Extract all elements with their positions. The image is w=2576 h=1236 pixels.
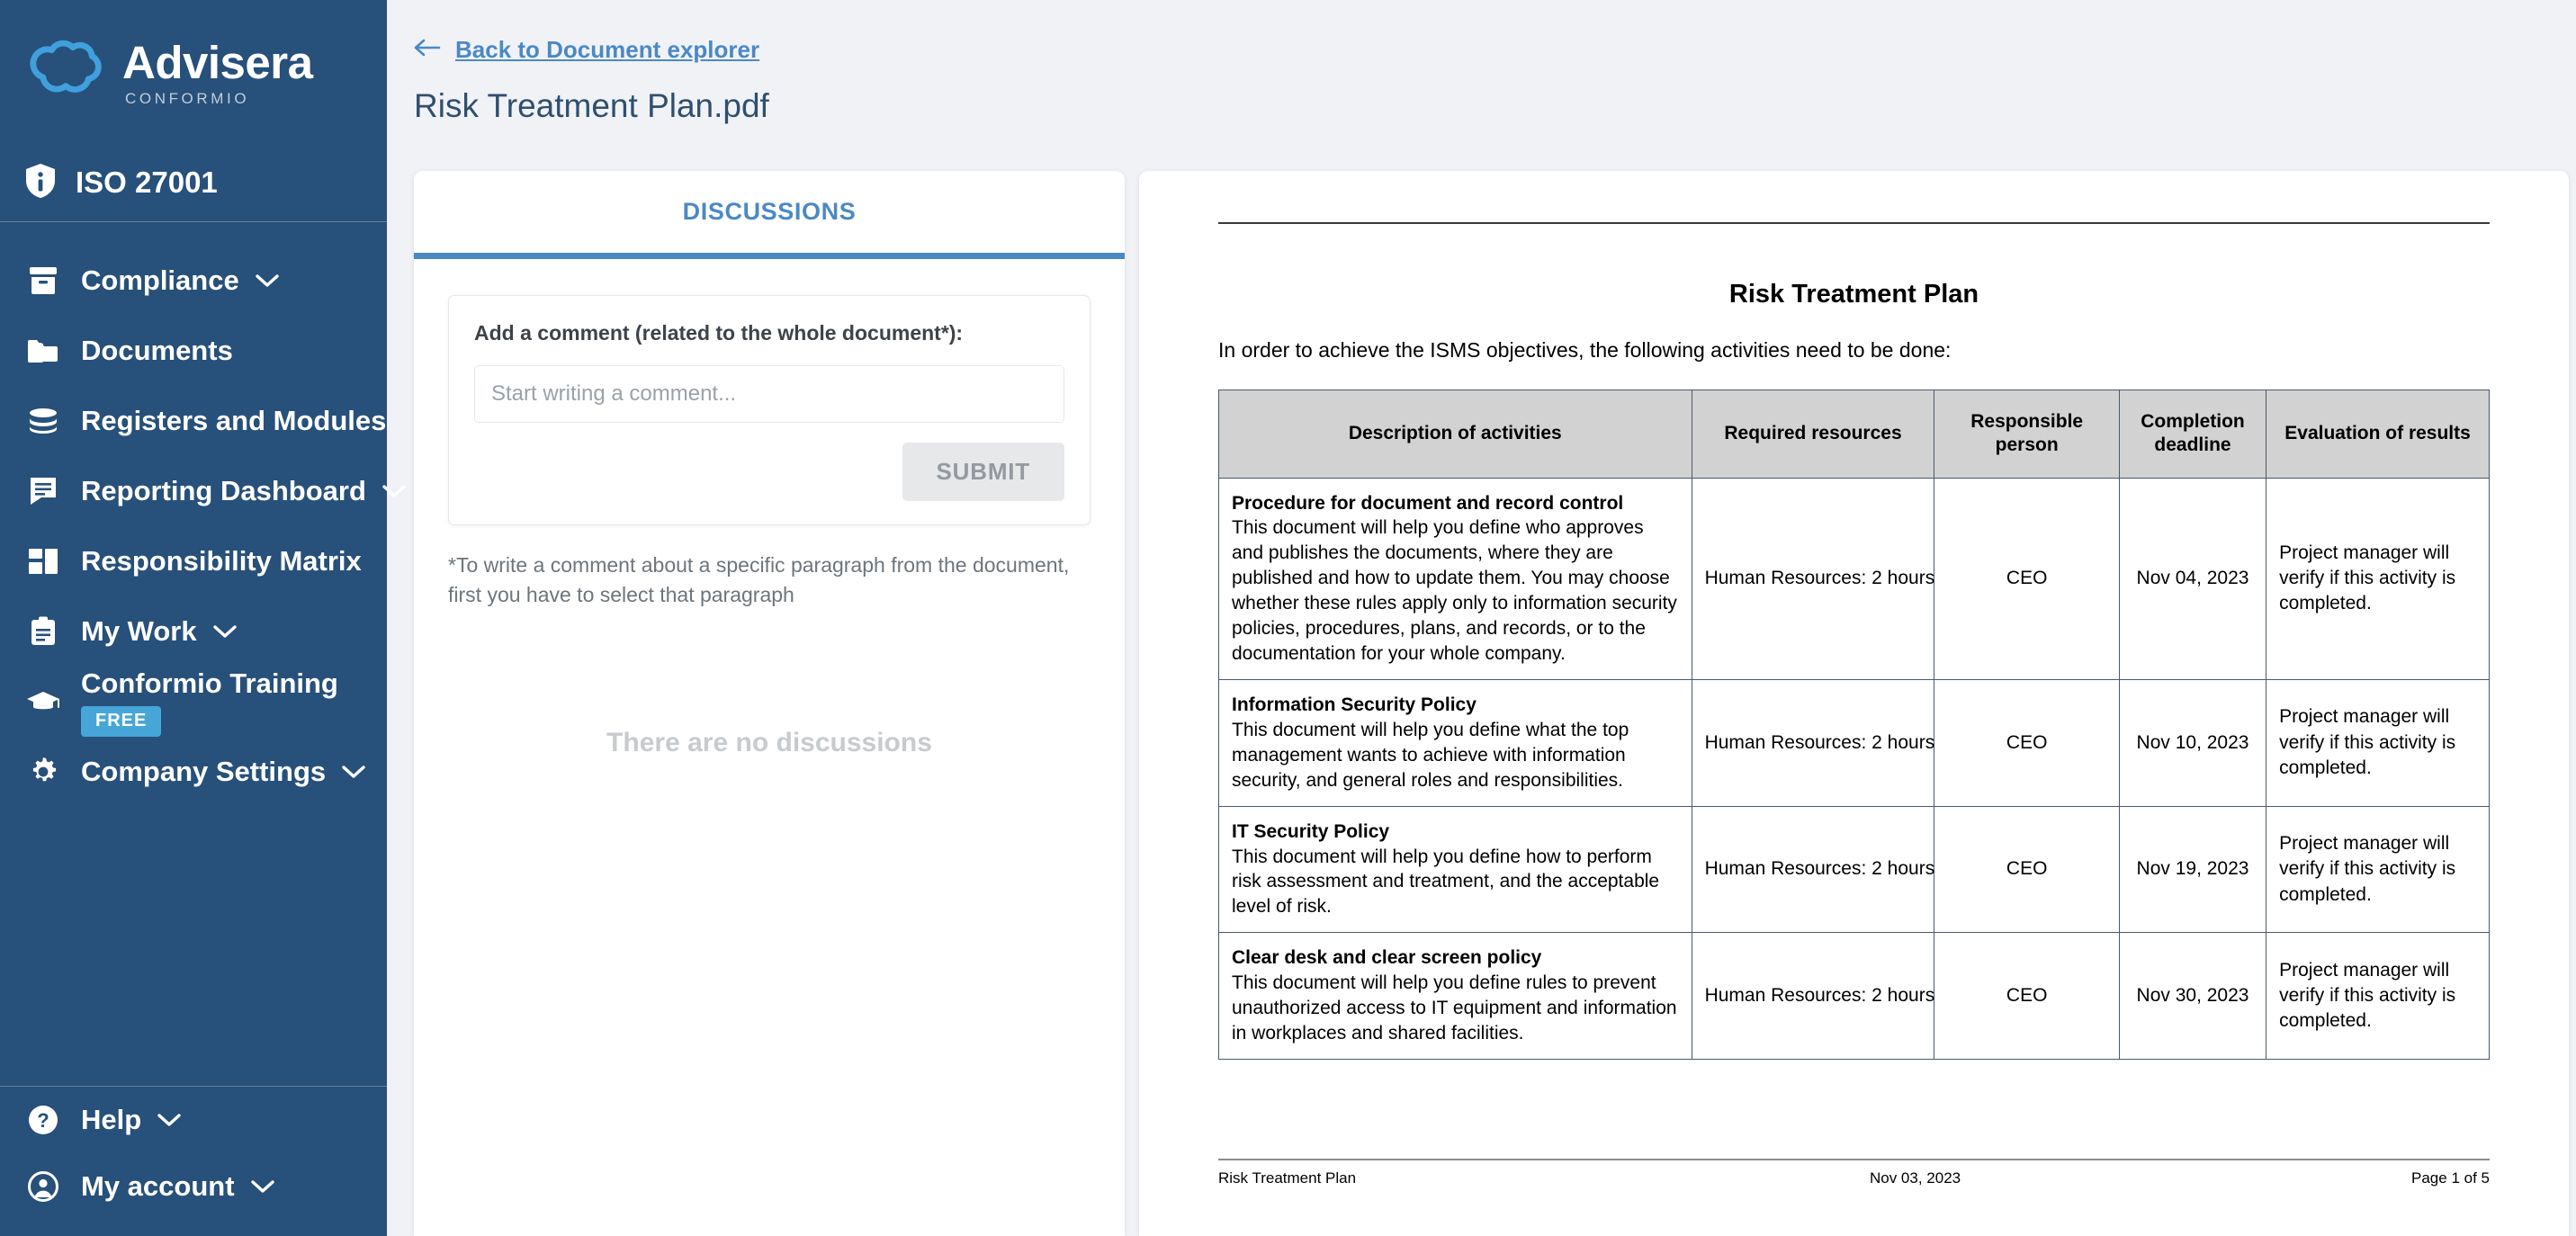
sidebar-item-my-work[interactable] [0, 596, 387, 667]
add-comment-label: Add a comment (related to the whole document*): [474, 321, 964, 345]
cell-evaluation: Project manager will verify if this activity is completed. [2266, 933, 2490, 1060]
pdf-footer [1218, 1160, 2490, 1187]
archive-box-icon [25, 263, 61, 299]
cell-description [1219, 806, 1692, 933]
sidebar-item-label: My account [81, 1170, 235, 1202]
gear-icon [25, 754, 61, 790]
chevron-down-icon [342, 765, 365, 779]
report-icon [25, 473, 61, 509]
brand-name: Advisera [122, 37, 313, 88]
activities-table [1218, 390, 2490, 1060]
sidebar-item-label: Registers and Modules [81, 405, 387, 436]
arrow-left-icon [414, 36, 441, 64]
sidebar-item-label: Company Settings [81, 756, 327, 787]
column-header-description: Description of activities [1219, 390, 1692, 479]
pdf-page [1139, 171, 2569, 1236]
chevron-down-icon [382, 484, 406, 498]
discussions-tabbar [414, 171, 1125, 259]
sidebar-item-my-account[interactable] [0, 1153, 387, 1220]
question-circle-icon [25, 1102, 61, 1138]
svg-text:?: ? [37, 1109, 49, 1132]
free-badge: FREE [81, 706, 161, 737]
table-header-row [1219, 390, 2490, 479]
sidebar-item-label: Responsibility Matrix [81, 545, 362, 577]
cell-evaluation: Project manager will verify if this activity is completed. [2266, 478, 2490, 679]
sidebar-item-label: Conformio Training [81, 667, 338, 699]
cell-deadline: Nov 04, 2023 [2119, 478, 2266, 679]
tab-discussions[interactable]: DISCUSSIONS [682, 198, 857, 225]
shield-info-icon [25, 163, 56, 203]
activity-name: Clear desk and clear screen policy [1232, 947, 1542, 969]
page-title: Risk Treatment Plan.pdf [414, 87, 769, 124]
cell-evaluation: Project manager will verify if this activity is completed. [2266, 679, 2490, 806]
footer-document-name: Risk Treatment Plan [1218, 1169, 1357, 1187]
column-header-evaluation: Evaluation of results [2266, 390, 2490, 479]
cell-evaluation: Project manager will verify if this activity is completed. [2266, 806, 2490, 933]
standard-label: ISO 27001 [76, 166, 218, 199]
sidebar-item-conformio-training[interactable] [0, 667, 387, 737]
grid-blocks-icon [25, 543, 61, 579]
standard-selector[interactable] [0, 144, 387, 221]
activity-name: Procedure for document and record control [1232, 492, 1624, 514]
sidebar-item-label: My Work [81, 615, 197, 647]
discussions-panel [414, 171, 1125, 1236]
comment-input[interactable] [474, 365, 1064, 423]
cell-deadline: Nov 10, 2023 [2119, 679, 2266, 806]
pdf-intro-text: In order to achieve the ISMS objectives, the following activities need to be done: [1218, 338, 1952, 362]
pdf-footer-wrap [1218, 1159, 2490, 1236]
sidebar-nav [0, 222, 387, 807]
activity-name: Information Security Policy [1232, 694, 1476, 715]
cell-resources: Human Resources: 2 hours [1692, 806, 1934, 933]
sidebar-item-responsibility-matrix[interactable] [0, 526, 387, 596]
topbar [387, 0, 2576, 171]
sidebar-item-help[interactable] [0, 1087, 387, 1153]
sidebar-item-compliance[interactable] [0, 246, 387, 316]
chevron-down-icon [256, 273, 279, 288]
cell-description [1219, 679, 1692, 806]
activity-description: This document will help you define rules to prevent unauthorized access to IT equipment and information in workplaces and shared facilities. [1232, 972, 1677, 1044]
back-to-document-explorer-link[interactable] [414, 36, 759, 64]
sidebar-item-label: Documents [81, 335, 233, 366]
cell-person: CEO [1934, 933, 2120, 1060]
footer-page-number: Page 1 of 5 [2411, 1169, 2490, 1187]
sidebar [0, 0, 387, 1236]
back-link-label: Back to Document explorer [455, 36, 760, 63]
submit-button[interactable]: SUBMIT [902, 443, 1064, 501]
sidebar-bottom-nav [0, 1087, 387, 1236]
cell-deadline: Nov 30, 2023 [2119, 933, 2266, 1060]
sidebar-item-documents[interactable] [0, 316, 387, 386]
column-header-resources: Required resources [1692, 390, 1934, 479]
brand-subtitle: CONFORMIO [125, 90, 250, 107]
cell-resources: Human Resources: 2 hours [1692, 478, 1934, 679]
add-comment-card [448, 295, 1091, 525]
table-row [1219, 478, 2490, 679]
sidebar-divider-top [0, 221, 387, 222]
sidebar-item-reporting-dashboard[interactable] [0, 456, 387, 526]
database-stack-icon [25, 403, 61, 439]
column-header-deadline: Completion deadline [2119, 390, 2266, 479]
column-header-person: Responsible person [1934, 390, 2120, 479]
cell-person: CEO [1934, 478, 2120, 679]
activity-name: IT Security Policy [1232, 820, 1390, 842]
sidebar-item-label: Help [81, 1104, 142, 1135]
sidebar-item-label: Reporting Dashboard [81, 475, 366, 506]
pdf-document-title: Risk Treatment Plan [1728, 280, 1979, 309]
cell-resources: Human Resources: 2 hours [1692, 933, 1934, 1060]
clipboard-icon [25, 614, 61, 649]
table-row [1219, 933, 2490, 1060]
comment-note: *To write a comment about a specific paragraph from the document, first you have to select that paragraph [448, 553, 1070, 607]
user-circle-icon [25, 1169, 61, 1205]
chevron-down-icon [251, 1179, 274, 1194]
cell-description [1219, 478, 1692, 679]
sidebar-spacer [0, 807, 387, 1086]
cell-description [1219, 933, 1692, 1060]
activity-description: This document will help you define what the top management wants to achieve with information security, and general roles and responsibilities. [1232, 719, 1629, 791]
folder-icon [25, 333, 61, 369]
main-area [387, 0, 2576, 1236]
footer-date: Nov 03, 2023 [1869, 1169, 1961, 1187]
cell-deadline: Nov 19, 2023 [2119, 806, 2266, 933]
table-row [1219, 806, 2490, 933]
cell-person: CEO [1934, 806, 2120, 933]
cell-person: CEO [1934, 679, 2120, 806]
cell-resources: Human Resources: 2 hours [1692, 679, 1934, 806]
pdf-header-rule [1218, 222, 2490, 224]
sidebar-item-registers-and-modules[interactable] [0, 386, 387, 456]
activity-description: This document will help you define who approves and publishes the documents, where they are published and how to update them. You may choose whether these rules apply only to information security policies, procedures, plans, and records, or to the documentation for your whole company. [1232, 517, 1677, 665]
document-viewer-panel[interactable] [1139, 171, 2569, 1236]
empty-discussions-message: There are no discussions [606, 727, 932, 757]
activity-description: This document will help you define how to perform risk assessment and treatment, and the acceptable level of risk. [1232, 846, 1660, 918]
cloud-logo-icon [25, 38, 113, 104]
sidebar-item-label: Compliance [81, 264, 239, 296]
table-row [1219, 679, 2490, 806]
graduation-cap-icon [25, 684, 61, 720]
chevron-down-icon [157, 1113, 181, 1127]
discussions-body [414, 259, 1125, 1236]
brand-logo[interactable] [0, 0, 387, 144]
sidebar-item-company-settings[interactable] [0, 737, 387, 807]
chevron-down-icon [213, 624, 237, 639]
content-columns [387, 171, 2576, 1236]
